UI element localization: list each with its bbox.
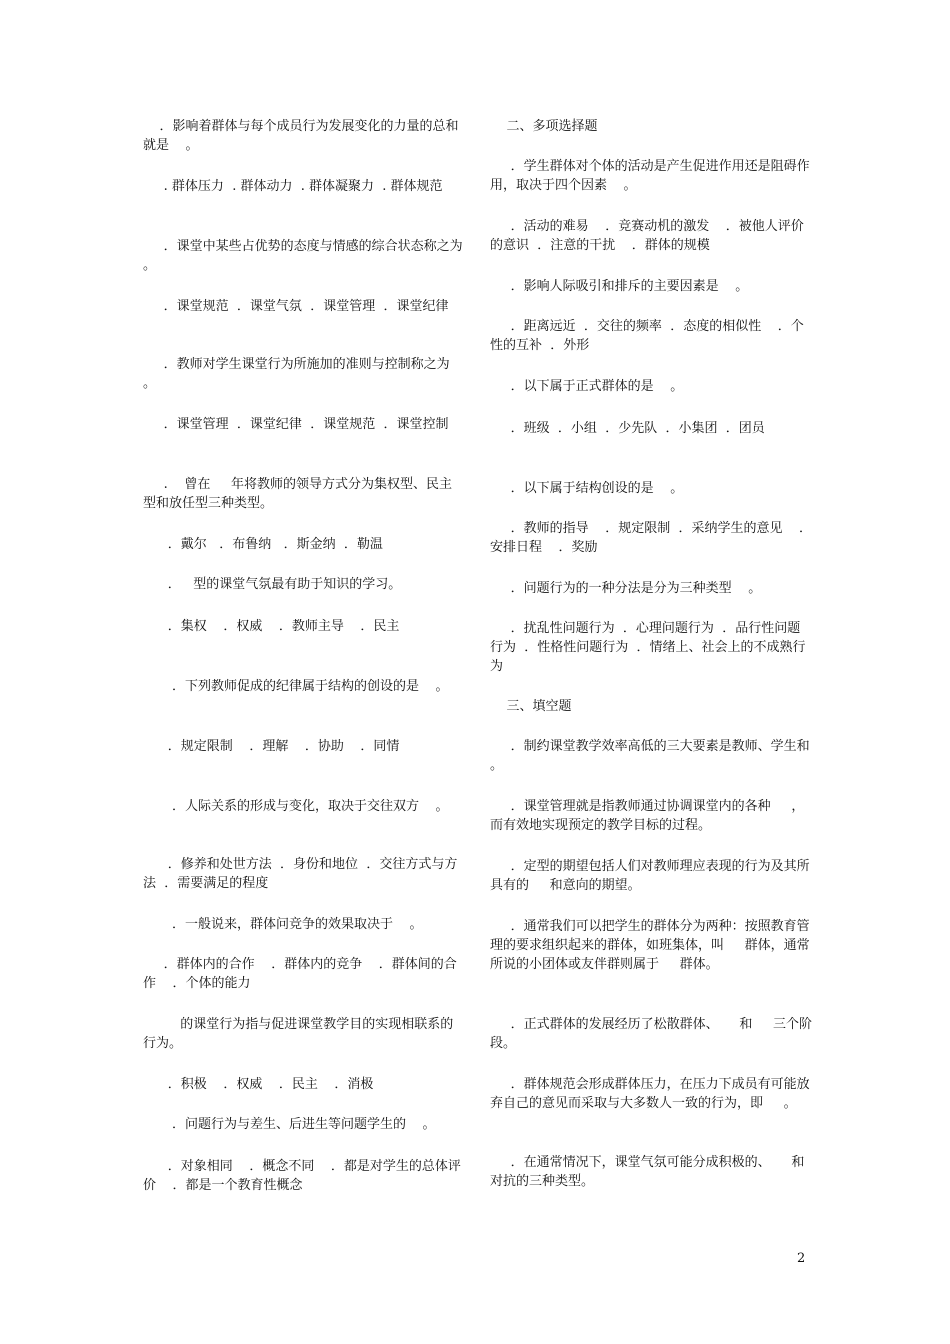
right-column-paragraph: ．距离远近 ．交往的频率 ．态度的相似性 ．个性的互补 ．外形 (490, 319, 804, 353)
right-column-paragraph: ．影响人际吸引和排斥的主要因素是 。 (490, 279, 749, 294)
right-column-paragraph: ．制约课堂教学效率高低的三大要素是教师、学生和 。 (490, 739, 831, 773)
left-column-paragraph: ．下列教师促成的纪律属于结构的创设的是 。 (143, 679, 449, 694)
left-column-paragraph: . 曾在 年将教师的领导方式分为集权型、民主型和放任型三种类型。 (143, 477, 452, 511)
right-column-paragraph: ．问题行为的一种分法是分为三种类型 。 (490, 581, 762, 596)
right-column-paragraph: ．正式群体的发展经历了松散群体、 和 三个阶段。 (490, 1017, 812, 1051)
right-column-paragraph: ．群体规范会形成群体压力，在压力下成员有可能放弃自己的意见而采取与大多数人一致的行为，即 。 (490, 1077, 810, 1111)
left-column-paragraph: ．课堂管理 ．课堂纪律 ．课堂规范 ．课堂控制 (143, 417, 449, 432)
left-column-paragraph: ．修养和处世方法 ．身份和地位 ．交往方式与方法 ．需要满足的程度 (143, 857, 458, 891)
right-column-paragraph: ．学生群体对个体的活动是产生促进作用还是阻碍作用，取决于四个因素 。 (490, 159, 810, 193)
right-column-paragraph: ．活动的难易 ．竞赛动机的激发 ．被他人评价的意识 ．注意的干扰 ．群体的规模 (490, 219, 804, 253)
right-column-paragraph: 二、多项选择题 (490, 119, 598, 134)
left-column-paragraph: ．人际关系的形成与变化，取决于交往双方 。 (143, 799, 449, 814)
right-column-paragraph: ．以下属于结构创设的是 。 (490, 481, 684, 496)
right-column-paragraph: ．课堂管理就是指教师通过协调课堂内的各种 ，而有效地实现预定的教学目标的过程。 (490, 799, 805, 833)
left-column-paragraph: . 群体压力 . 群体动力 . 群体凝聚力 . 群体规范 (143, 179, 443, 194)
left-column-paragraph: ．群体内的合作 ．群体内的竞争 ．群体间的合作 ．个体的能力 (143, 957, 457, 991)
left-column-paragraph: ．积极 ．权威 ．民主 ．消极 (143, 1077, 374, 1092)
left-column-paragraph: 的课堂行为指与促进课堂教学目的实现相联系的行为。 (143, 1017, 454, 1051)
left-column-paragraph: ．课堂中某些占优势的态度与情感的综合状态称之为 。 (143, 239, 480, 273)
left-column-paragraph: ． 型的课堂气氛最有助于知识的学习。 (143, 577, 402, 592)
left-column-paragraph: ．规定限制 ．理解 ．协助 ．同情 (143, 739, 400, 754)
left-column-paragraph: ．影响着群体与每个成员行为发展变化的力量的总和就是 。 (143, 119, 459, 153)
right-column-paragraph: 三、填空题 (490, 699, 572, 714)
left-column-paragraph: ．教师对学生课堂行为所施加的准则与控制称之为 。 (143, 357, 467, 391)
right-column-paragraph: ．定型的期望包括人们对教师理应表现的行为及其所具有的 和意向的期望。 (490, 859, 810, 893)
page-number: 2 (797, 1251, 806, 1266)
right-column-paragraph: ．通常我们可以把学生的群体分为两种：按照教育管理的要求组织起来的群体，如班集体，叫 群体，通常所说的小团体或友伴群则属于 群体。 (490, 919, 810, 972)
left-column-paragraph: ．问题行为与差生、后进生等问题学生的 。 (143, 1117, 436, 1132)
right-column-paragraph: ．在通常情况下，课堂气氛可能分成积极的、 和对抗的三种类型。 (490, 1155, 805, 1189)
left-column-paragraph: ．课堂规范 ．课堂气氛 ．课堂管理 ．课堂纪律 (143, 299, 449, 314)
right-column-paragraph: ．扰乱性问题行为 ．心理问题行为 ．品行性问题行为 ．性格性问题行为 ．情绪上、社会上的不成熟行为 (490, 621, 806, 674)
right-column-paragraph: ．以下属于正式群体的是 。 (490, 379, 684, 394)
right-column-paragraph: ．教师的指导 ．规定限制 ．采纳学生的意见 ．安排日程 ．奖励 (490, 521, 812, 555)
left-column-paragraph: ．集权 ．权威 ．教师主导 ．民主 (143, 619, 400, 634)
left-column-paragraph: ．对象相同 ．概念不同 ．都是对学生的总体评价 ．都是一个教育性概念 (143, 1159, 461, 1193)
left-column-paragraph: ．戴尔 ．布鲁纳 ．斯金纳 ．勒温 (143, 537, 383, 552)
left-column-paragraph: ．一般说来，群体问竞争的效果取决于 。 (143, 917, 423, 932)
right-column-paragraph: ．班级 ．小组 ．少先队 ．小集团 ．团员 (490, 421, 765, 436)
